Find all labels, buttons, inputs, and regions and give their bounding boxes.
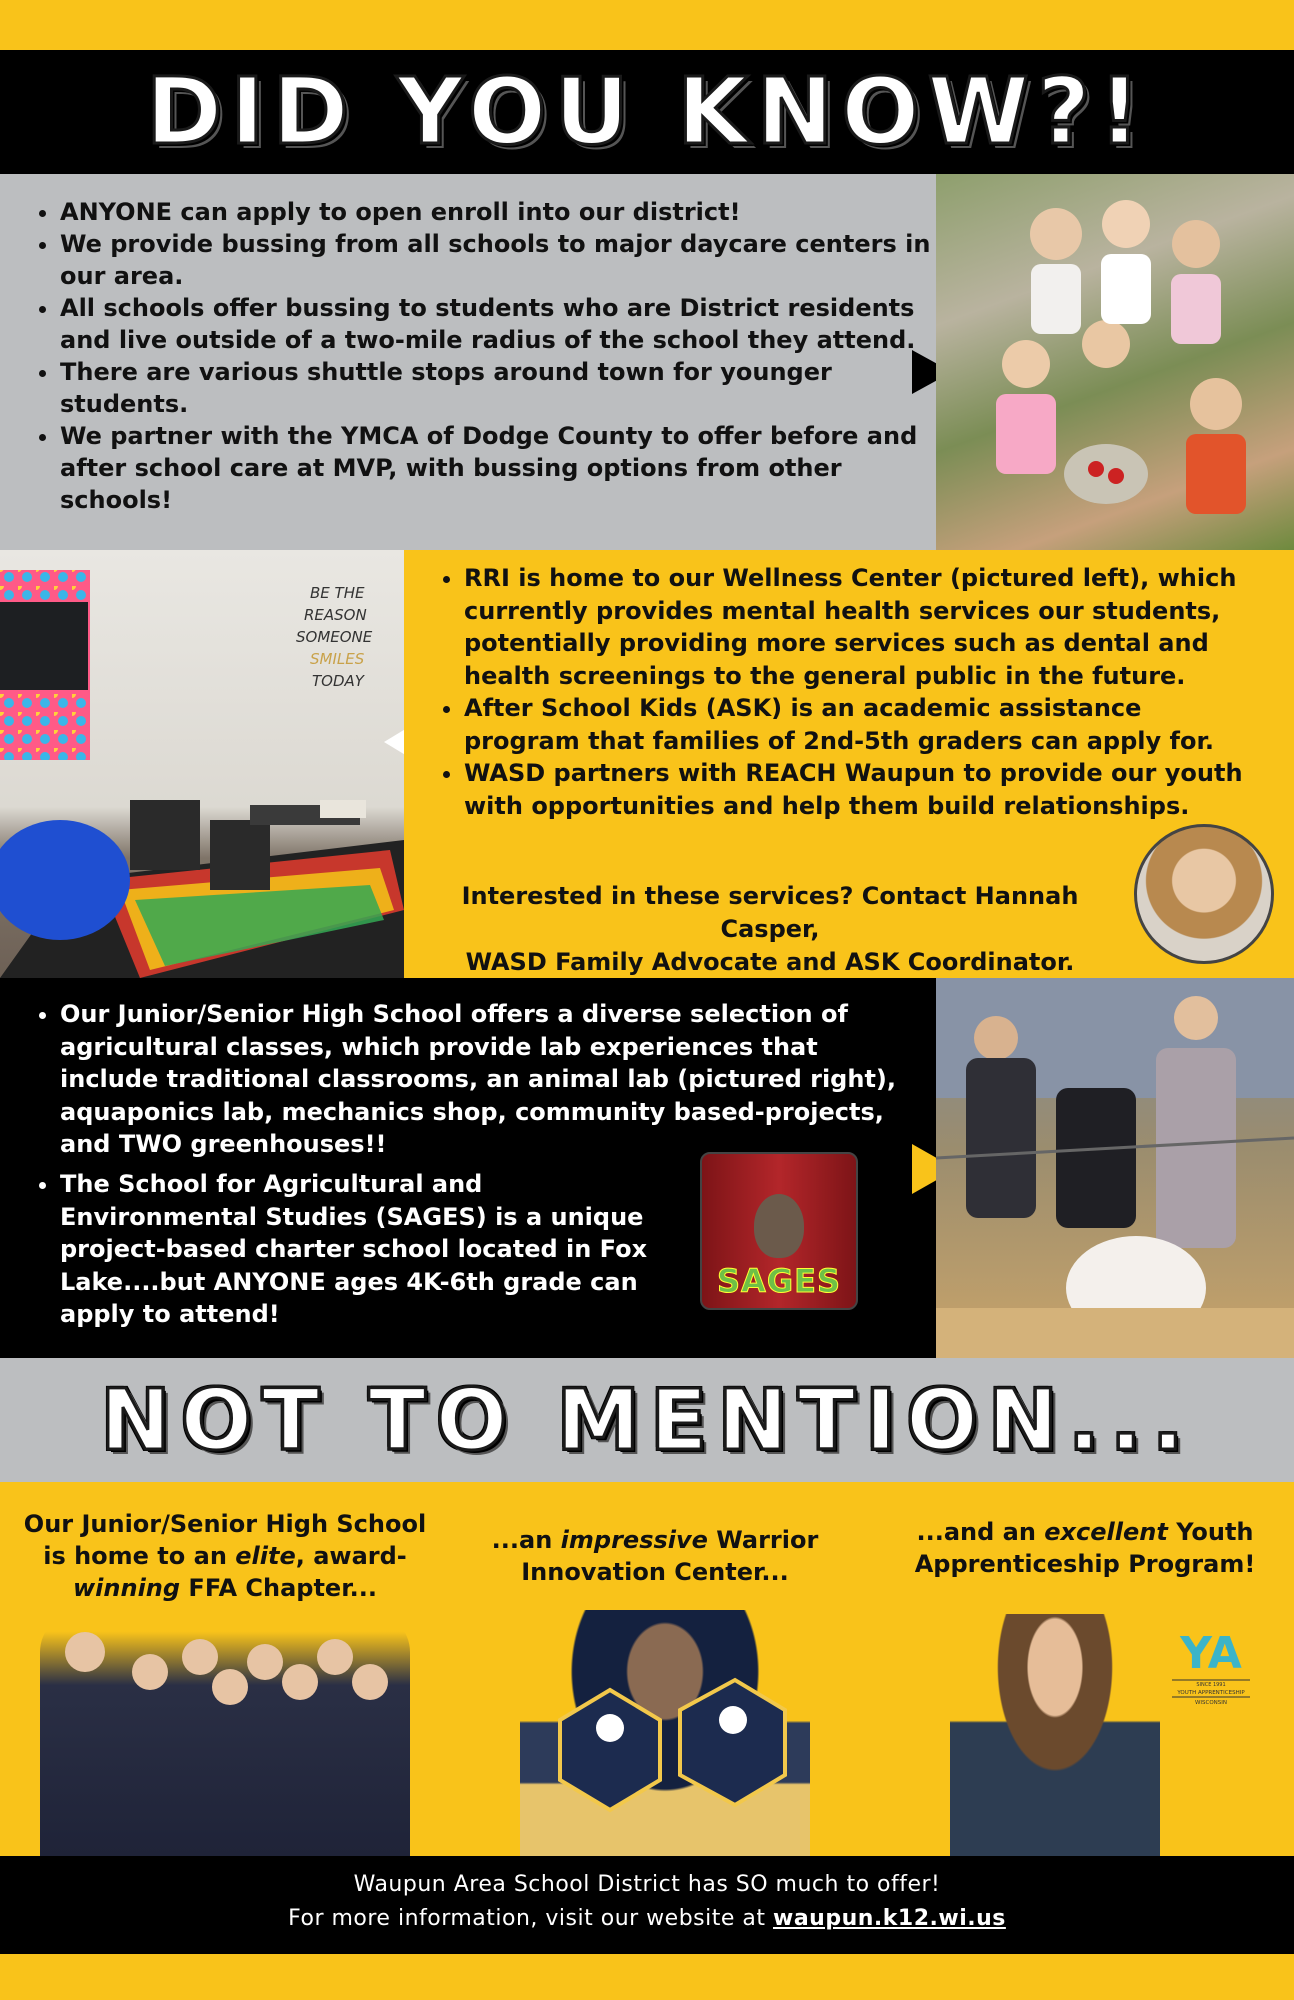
youth-apprenticeship-logo <box>1166 1624 1256 1708</box>
contact-line: WASD Family Advocate and ASK Coordinator. <box>465 948 1075 976</box>
youth-apprenticeship-heading <box>900 1516 1270 1580</box>
header-banner <box>0 50 1294 174</box>
animal-lab-photo <box>936 978 1294 1358</box>
footer-line: Waupun Area School District has SO much to offer! <box>353 1872 941 1897</box>
wall-text-line: REASON <box>304 606 367 624</box>
list-item: • WASD partners with REACH Waupun to provide our youth with opportunities and help them build relationships. <box>464 757 1260 822</box>
innovation-awards-illustration <box>520 1610 810 1856</box>
ya-logo-line: WISCONSIN <box>1194 1700 1228 1706</box>
children-garden-illustration <box>936 174 1294 550</box>
sages-bullet-block <box>26 1168 656 1331</box>
not-to-mention-banner <box>0 1358 1294 1482</box>
website-link[interactable]: waupun.k12.wi.us <box>773 1906 1006 1931</box>
ffa-group-photo <box>40 1612 410 1856</box>
list-item: • All schools offer bussing to students who are District residents and live outside of a two-mile radius of the school they attend. <box>60 292 940 356</box>
list-item: • RRI is home to our Wellness Center (pictured left), which currently provides mental health services our students, potentially providing more services such as dental and health screenings to the general public in the future. <box>464 562 1260 692</box>
enrollment-bullets <box>26 196 940 516</box>
wellness-center-photo <box>0 550 404 978</box>
sages-bullets <box>26 1168 656 1331</box>
page-title: DID YOU KNOW?! <box>145 58 1149 165</box>
youth-apprentice-photo <box>950 1614 1160 1856</box>
apprenticeship-heading-text: ...and an <box>916 1518 1045 1546</box>
ffa-heading-text: , award- <box>295 1542 407 1570</box>
ya-logo-line: YOUTH APPRENTICESHIP <box>1177 1690 1245 1696</box>
wellness-text <box>430 562 1260 822</box>
ffa-heading-text: Our Junior/Senior High School is home to an <box>23 1510 427 1570</box>
ya-logo-graphic <box>1166 1624 1256 1708</box>
ffa-heading-emphasis: elite <box>235 1542 296 1570</box>
contact-text <box>410 880 1130 979</box>
list-item: • There are various shuttle stops around town for younger students. <box>60 356 940 420</box>
section-enrollment <box>0 174 936 550</box>
wellness-bullets <box>430 562 1260 822</box>
wall-text-line: TODAY <box>312 672 364 690</box>
wall-text-line: BE THE <box>310 584 365 602</box>
innovation-heading-emphasis: impressive <box>560 1526 708 1554</box>
ffa-heading-text: FFA Chapter... <box>180 1574 377 1602</box>
sages-logo-text: SAGES <box>717 1262 841 1300</box>
list-item: • Our Junior/Senior High School offers a diverse selection of agricultural classes, which provide lab experiences that include traditional classrooms, an animal lab (pictured right), aquaponics lab, mechanics shop, community based-projects, and TWO greenhouses!! <box>60 998 906 1161</box>
footer-text: For more information, visit our website at <box>288 1906 774 1931</box>
list-item: • We partner with the YMCA of Dodge County to offer before and after school care at MVP, with bussing options from other schools! <box>60 420 940 516</box>
owl-icon <box>754 1194 804 1258</box>
animal-lab-illustration <box>936 978 1294 1358</box>
innovation-heading-text: ...an <box>491 1526 561 1554</box>
wall-text-line: SOMEONE <box>296 628 373 646</box>
apprenticeship-heading-emphasis: excellent <box>1044 1518 1168 1546</box>
innovation-center-heading <box>460 1524 850 1588</box>
list-item: • After School Kids (ASK) is an academic assistance program that families of 2nd-5th graders can apply for. <box>464 692 1260 757</box>
wellness-room-illustration <box>0 550 404 978</box>
hannah-casper-avatar <box>1134 824 1274 964</box>
contact-line: Interested in these services? Contact Hannah Casper, <box>461 882 1079 943</box>
section-agriculture <box>0 978 936 1358</box>
sages-logo <box>700 1152 858 1310</box>
section-title: NOT TO MENTION... <box>100 1371 1194 1469</box>
list-item: • The School for Agricultural and Environmental Studies (SAGES) is a unique project-based charter school located in Fox Lake....but ANYONE ages 4K-6th grade can apply to attend! <box>60 1168 656 1331</box>
list-item: • ANYONE can apply to open enroll into our district! <box>60 196 940 228</box>
apprenticeship-heading-text: Youth Apprenticeship Program! <box>914 1518 1256 1578</box>
agriculture-bullets <box>26 998 906 1161</box>
wall-text-line: SMILES <box>310 650 365 668</box>
list-item: • We provide bussing from all schools to major daycare centers in our area. <box>60 228 940 292</box>
innovation-heading-text: Warrior Innovation Center... <box>521 1526 819 1586</box>
ffa-heading <box>20 1508 430 1604</box>
footer-line-2 <box>0 1902 1294 1936</box>
arrow-left-icon <box>384 714 404 770</box>
ya-logo-line: SINCE 1991 <box>1196 1682 1226 1688</box>
ffa-heading-emphasis: winning <box>73 1574 181 1602</box>
ya-logo-letters: YA <box>1180 1628 1242 1679</box>
warrior-innovation-center-photo <box>520 1610 810 1856</box>
agriculture-bullet-block <box>26 998 906 1161</box>
ffa-group-illustration <box>40 1612 410 1856</box>
children-garden-photo <box>936 174 1294 550</box>
footer <box>0 1856 1294 1954</box>
